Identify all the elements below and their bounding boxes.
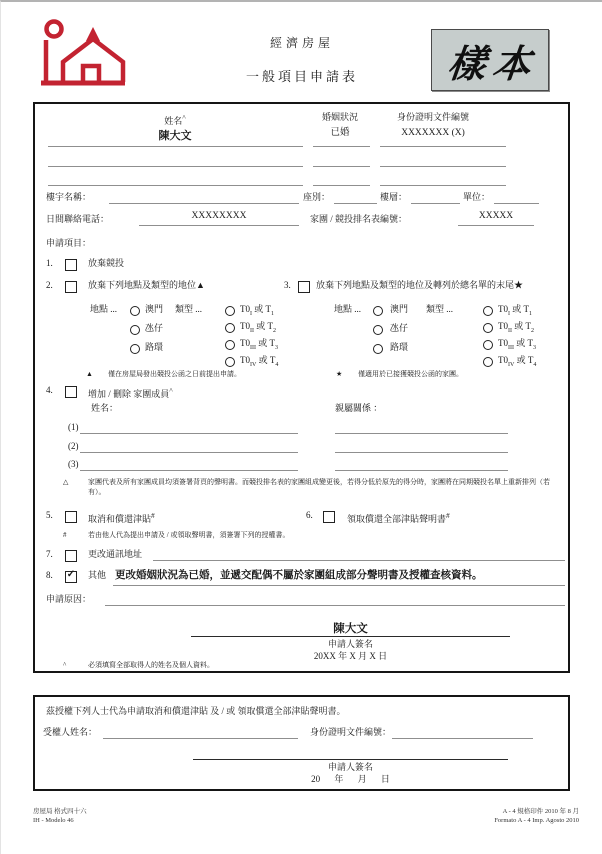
daytime-phone-label: 日間聯絡電話： (46, 214, 110, 224)
id-field-row3[interactable] (380, 185, 506, 186)
name-field-row1[interactable] (48, 146, 303, 147)
id-field-row2[interactable] (380, 166, 506, 167)
relation-label: 親屬關係 ： (335, 403, 383, 413)
radio-type-t1-left[interactable] (225, 306, 235, 316)
type-option-t4-right: $T0_{IV}$ 或 $T_4$ (498, 355, 537, 368)
type-option-t4-left: $T0_{IV}$ 或 $T_4$ (240, 355, 279, 368)
radio-type-t4-right[interactable] (483, 357, 493, 367)
radio-location-coloane-right[interactable] (373, 344, 383, 354)
caret-marker: ^ (63, 661, 67, 669)
radio-location-taipa-left[interactable] (130, 325, 140, 335)
member-row1-name-field[interactable] (80, 433, 298, 434)
building-name-field[interactable] (109, 203, 299, 204)
marital-field-row2[interactable] (313, 166, 370, 167)
unit-label: 單位： (463, 192, 491, 202)
signature-caption: 申請人簽名 (327, 639, 373, 649)
note-delta-text: 家團代表及所有家團成員均須簽署背頁的聲明書。而競投排名表的家團組成變更後，若得分低於原先的得分時，家團將在同期競投名單上重新排列（若有）。 (88, 478, 550, 496)
item8-checkbox-checked[interactable] (65, 571, 77, 583)
item3-checkbox[interactable] (298, 281, 310, 293)
authorization-signature-field[interactable] (193, 759, 508, 760)
radio-location-macau-right[interactable] (373, 306, 383, 316)
reason-label: 申請原因： (46, 594, 92, 604)
sample-stamp (431, 29, 549, 91)
member-row3-name-field[interactable] (80, 470, 298, 471)
location-option-macau-left: 澳門 (145, 304, 164, 314)
note-triangle-text: 僅在房屋局發出競投公函之日前提出申請。 (108, 370, 241, 378)
authorization-signature-caption: 申請人簽名 (327, 762, 373, 772)
ranking-form-number-value: XXXXX (478, 211, 514, 221)
radio-location-taipa-right[interactable] (373, 325, 383, 335)
radio-type-t3-right[interactable] (483, 340, 493, 350)
authorization-date: 20 年 月 日 (311, 774, 390, 784)
radio-location-coloane-left[interactable] (130, 344, 140, 354)
type-label-right: 類型 ... (426, 304, 454, 314)
item4-label: 增加 / 刪除 家團成員^ (88, 386, 173, 399)
location-label-left: 地點 ... (90, 304, 118, 314)
footer-form-code-zh: 房屋局 格式四十六 (33, 808, 87, 815)
location-option-taipa-left: 氹仔 (145, 323, 164, 333)
member-name-label: 姓名： (91, 403, 119, 413)
new-address-field[interactable] (153, 560, 565, 561)
member-row1-number: (1) (68, 422, 79, 432)
white-triangle-icon: △ (63, 478, 69, 486)
location-option-taipa-right: 氹仔 (390, 323, 409, 333)
check-icon: ✓ (66, 569, 76, 580)
sample-stamp-text: 樣本 (445, 43, 540, 86)
radio-type-t1-right[interactable] (483, 306, 493, 316)
item5-number: 5. (46, 510, 53, 520)
main-form-box (33, 102, 570, 673)
location-option-coloane-left: 路環 (145, 342, 164, 352)
marital-field-row1[interactable] (313, 146, 370, 147)
item4-footnote-marker: ^ (169, 386, 173, 395)
building-name-label: 樓宇名稱： (46, 192, 92, 202)
item5-label: 取消和償還津貼# (88, 511, 155, 524)
id-number-value: XXXXXXX (X) (401, 128, 465, 138)
item6-label: 領取償還全部津貼聲明書# (347, 511, 450, 524)
reason-field[interactable] (105, 605, 565, 606)
grantee-id-field[interactable] (392, 738, 533, 739)
note-hash-text: 若由他人代為提出申請及 / 或領取聲明書，須簽署下列的授權書。 (88, 531, 290, 539)
type-option-t2-left: $T0_{II}$ 或 $T_2$ (240, 321, 276, 334)
floor-label: 樓層： (380, 192, 408, 202)
hash-marker: # (63, 531, 67, 539)
footer-print-info-pt: Formato A - 4 Imp. Agosto 2010 (494, 817, 579, 824)
type-option-t1-right: $T0_I$ 或 $T_1$ (498, 304, 532, 317)
item7-checkbox[interactable] (65, 550, 77, 562)
member-row2-relation-field[interactable] (335, 452, 508, 453)
type-option-t3-right: $T0_{III}$ 或 $T_3$ (498, 338, 536, 351)
unit-field[interactable] (494, 203, 539, 204)
block-label: 座別： (303, 192, 331, 202)
form-title-line1: 經濟房屋 (269, 36, 334, 50)
footer-print-info-zh: A - 4 規格印件 2010 年 8 月 (502, 808, 579, 815)
item6-checkbox[interactable] (323, 511, 335, 523)
signature-date: 20XX 年 X 月 X 日 (313, 651, 388, 661)
black-triangle-icon: ▲ (86, 370, 93, 378)
item6-footnote-marker: # (446, 511, 450, 520)
column-header-name: 姓名^ (164, 113, 186, 126)
form-title-line2: 一般項目申請表 (245, 69, 358, 84)
marital-status-value: 已婚 (330, 128, 350, 138)
member-row2-name-field[interactable] (80, 452, 298, 453)
name-field-row3[interactable] (48, 185, 303, 186)
item5-checkbox[interactable] (65, 511, 77, 523)
item4-number: 4. (46, 385, 53, 395)
item7-label: 更改通訊地址 (88, 549, 143, 559)
item1-checkbox[interactable] (65, 259, 77, 271)
item2-label: 放棄下列地點及類型的地位▲ (88, 280, 205, 290)
name-footnote-marker: ^ (182, 113, 186, 122)
item1-label: 放棄競投 (88, 258, 125, 268)
item4-checkbox[interactable] (65, 386, 77, 398)
type-option-t1-left: $T0_I$ 或 $T_1$ (240, 304, 274, 317)
column-header-id-number: 身份證明文件編號 (396, 112, 469, 122)
type-option-t3-left: $T0_{III}$ 或 $T_3$ (240, 338, 278, 351)
item8-label: 其他 (88, 570, 107, 580)
ranking-form-number-label: 家團 / 競投排名表編號： (310, 214, 408, 224)
daytime-phone-value: XXXXXXXX (191, 211, 247, 221)
signature-field[interactable] (191, 636, 510, 637)
grantee-id-label: 身份證明文件編號： (310, 727, 392, 737)
radio-type-t3-left[interactable] (225, 340, 235, 350)
item8-filled-value: 更改婚姻狀況為已婚，並遞交配偶不屬於家團組成部分聲明書及授權查核資料。 (115, 569, 483, 581)
radio-type-t2-left[interactable] (225, 323, 235, 333)
application-items-title: 申請項目： (46, 238, 92, 248)
location-label-right: 地點 ... (334, 304, 362, 314)
footer-form-code-pt: IH - Modelo 46 (33, 817, 74, 824)
item3-label: 放棄下列地點及類型的地位及轉列於總名單的末尾★ (316, 280, 524, 290)
ranking-form-number-field[interactable] (458, 225, 534, 226)
item8-number: 8. (46, 570, 53, 580)
block-field[interactable] (334, 203, 377, 204)
grantee-name-label: 受權人姓名： (43, 727, 98, 737)
item2-checkbox[interactable] (65, 281, 77, 293)
authorization-intro: 茲授權下列人士代為申請取消和償還津貼 及 / 或 領取償還全部津貼聲明書。 (46, 706, 346, 716)
item5-footnote-marker: # (151, 511, 155, 520)
radio-type-t4-left[interactable] (225, 357, 235, 367)
marital-field-row3[interactable] (313, 185, 370, 186)
member-row3-relation-field[interactable] (335, 470, 508, 471)
id-field-row1[interactable] (380, 146, 506, 147)
type-label-left: 類型 ... (175, 304, 203, 314)
item6-number: 6. (306, 510, 313, 520)
note-caret-text: 必須填寫全部取得人的姓名及個人資料。 (88, 661, 214, 669)
member-row1-relation-field[interactable] (335, 433, 508, 434)
location-option-macau-right: 澳門 (390, 304, 409, 314)
item3-number: 3. (284, 280, 291, 290)
item7-number: 7. (46, 549, 53, 559)
member-row2-number: (2) (68, 441, 79, 451)
applicant-name-value: 陳大文 (158, 129, 192, 142)
other-field[interactable] (113, 585, 565, 586)
signature-name: 陳大文 (333, 621, 368, 635)
radio-location-macau-left[interactable] (130, 306, 140, 316)
location-option-coloane-right: 路環 (390, 342, 409, 352)
note-star-text: 僅適用於已接獲競投公函的家團。 (358, 370, 463, 378)
floor-field[interactable] (411, 203, 460, 204)
name-field-row2[interactable] (48, 166, 303, 167)
item1-number: 1. (46, 258, 53, 268)
type-option-t2-right: $T0_{II}$ 或 $T_2$ (498, 321, 534, 334)
daytime-phone-field[interactable] (139, 225, 299, 226)
radio-type-t2-right[interactable] (483, 323, 493, 333)
star-icon: ★ (336, 370, 343, 378)
member-row3-number: (3) (68, 459, 79, 469)
item2-number: 2. (46, 280, 53, 290)
authorization-box (33, 695, 570, 791)
column-header-marital-status: 婚姻狀況 (321, 112, 358, 122)
grantee-name-field[interactable] (103, 738, 298, 739)
